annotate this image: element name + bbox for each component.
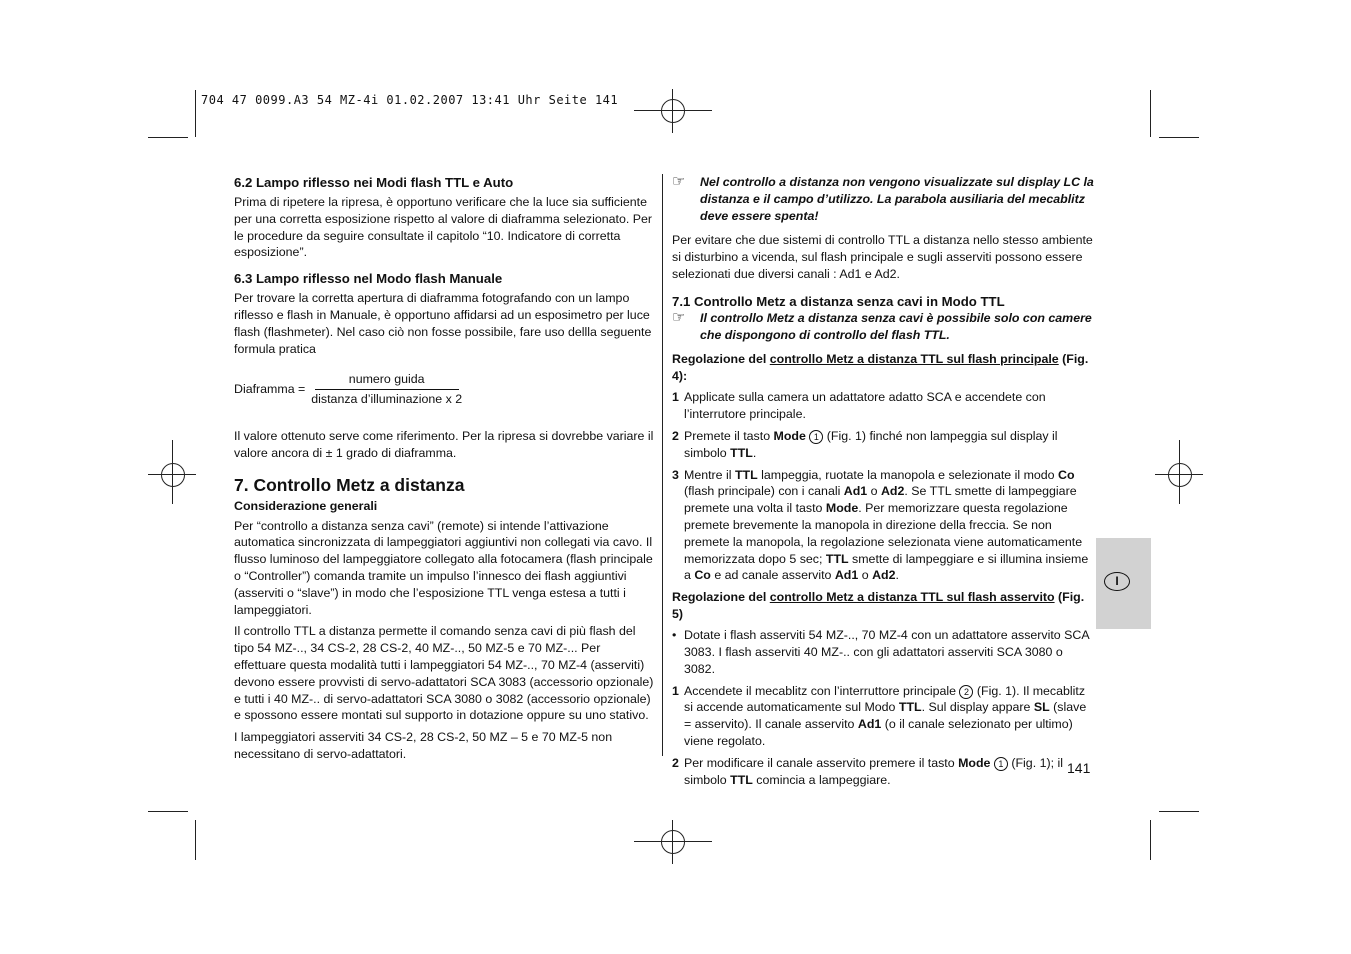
formula-label: Diaframma = [234,382,306,397]
chapter-7-paragraph-1: Per “controllo a distanza senza cavi” (remote) si intende l’attivazione automatica sincronizzata di lampeggiatori aggiuntivi non collegati via cavo. Il flusso luminoso del lampeggiatore collegato alla fotocamera (flash principale o “Controller”) comanda tramite un impulso l’innesco dei flash aggiuntivi (asserviti o “slave”) in modo che l’esposizione TTL venga estesa a tutti i lampeggiatori. [234,518,653,617]
registration-circle [161,463,185,487]
slave-bullet: • Dotate i flash asserviti 54 MZ-.., 70 MZ-4 con un adattatore asservito SCA 3083. I flash asserviti 40 MZ-.. con gli adattatori asserviti SCA 3080 o 3082. [672,628,1089,676]
slave-step-1: 1 Accendete il mecablitz con l’interruttore principale 2 (Fig. 1). Il mecablitz si accende automaticamente sul Modo TTL. Sul display appare SL (slave = asservito). Il canale asservito Ad1 (o il canale selezionato per ultimo) viene regolato. [672,683,1087,748]
slave-flash-setup-heading: Regolazione del controllo Metz a distanza TTL sul flash asservito (Fig. 5) [672,590,1085,622]
chapter-7-subtitle: Considerazione generali [234,498,378,513]
left-column [234,174,654,768]
chapter-7-title: 7. Controllo Metz a distanza [234,474,465,495]
pointing-hand-icon: ☞ [672,173,686,190]
formula-fraction [311,371,462,408]
crop-mark [1150,90,1151,137]
aperture-formula [234,371,654,408]
crop-mark [1159,811,1199,812]
section-6-2-title: 6.2 Lampo riflesso nei Modi flash TTL e Auto [234,175,514,190]
pointing-hand-icon: ☞ [672,308,686,326]
registration-circle [1168,463,1192,487]
note-display-text: Nel controllo a distanza non vengono visualizzate sul display LC la distanza e il campo d’utilizzo. La parabola ausiliaria del mecablitz deve essere spenta! [700,175,1094,223]
page-number: 141 [1067,760,1091,776]
crop-mark [195,90,196,137]
formula-numerator: numero guida [315,371,459,390]
channel-paragraph: Per evitare che due sistemi di controllo TTL a distanza nello stesso ambiente si disturbino a vicenda, sul flash principale e sugli asserviti possono essere selezionati due diversi canali : Ad1 e Ad2. [672,233,1093,281]
crop-mark [148,137,188,138]
slave-step-2: 2 Per modificare il canale asservito premere il tasto Mode 1 (Fig. 1); il simbolo TTL comincia a lampeggiare. [672,755,1063,787]
crop-mark [1150,820,1151,860]
crop-mark [148,811,188,812]
print-header-strip: 704 47 0099.A3 54 MZ-4i 01.02.2007 13:41 Uhr Seite 141 [201,93,619,107]
language-tab-letter: I [1104,572,1130,591]
formula-note: Il valore ottenuto serve come riferimento. Per la ripresa si dovrebbe variare il valore ancora di ± 1 grado di diaframma. [234,428,654,460]
crop-mark [1159,137,1199,138]
registration-circle [661,830,685,854]
registration-circle [661,99,685,123]
chapter-7-paragraph-2: Il controllo TTL a distanza permette il comando senza cavi di più flash del tipo 54 MZ-.., 34 CS-2, 28 CS-2, 40 MZ-.., 50 MZ-5 e 70 MZ-... Per effettuare questa modalità tutti i lampeggiatori 54 MZ-.., 70 MZ-4 (asserviti) devono essere provvisti di servo-adattatori SCA 3083 (accessorio opzionale) e tutti i 40 MZ-.. di servo-adattatori SCA 3080 o 3082 (accessorio opzionale) e spossono essere montati sul supporto in dotazione oppure su uno stativo. [234,624,654,723]
main-step-3: 3 Mentre il TTL lampeggia, ruotate la manopola e selezionate il modo Co (flash principale) con i canali Ad1 o Ad2. Se TTL smette di lampeggiare premete una volta il tasto Mode. Per memorizzare questa regolazione premete brevemente la manopola in direzione della freccia. Se non premete la manopola, la regolazione selezionata viene automaticamente memorizzata dopo 5 sec; TTL smette di lampeggiare e si illumina insieme a Co e ad canale asservito Ad1 o Ad2. [672,467,1089,583]
section-6-2-body: Prima di ripetere la ripresa, è opportuno verificare che la luce sia sufficiente per una corretta esposizione rispetto al valore di diaframma selezionato. Per le procedure da seguire consultate il capitolo “10. Indicatore di corretta esposizione”. [234,195,653,260]
main-flash-setup-heading: Regolazione del controllo Metz a distanza TTL sul flash principale (Fig. 4): [672,352,1089,384]
note-ttl-cameras [672,310,1096,344]
section-6-3-body: Per trovare la corretta apertura di diaframma fotografando con un lampo riflesso e flash in Manuale, è opportuno affidarsi ad un esposimetro per luce flash (flashmeter). Nel caso ciò non fosse possibile, fare uso dellla seguente formula pratica [234,291,652,356]
right-column [672,174,1096,793]
section-7-1-title: 7.1 Controllo Metz a distanza senza cavi in Modo TTL [672,293,1005,309]
note-ttl-cameras-text: Il controllo Metz a distanza senza cavi è possibile solo con camere che dispongono di controllo del flash TTL. [700,310,1092,342]
chapter-7-paragraph-3: I lampeggiatori asserviti 34 CS-2, 28 CS-2, 50 MZ – 5 e 70 MZ-5 non necessitano di servo-adattatori. [234,730,613,761]
section-6-3-title: 6.3 Lampo riflesso nel Modo flash Manuale [234,271,503,287]
main-step-2: 2 Premete il tasto Mode 1 (Fig. 1) finché non lampeggia sul display il simbolo TTL. [672,428,1058,460]
note-display [672,174,1096,224]
slave-flash-setup-underlined: controllo Metz a distanza TTL sul flash asservito [769,590,1055,605]
column-divider [662,174,663,756]
main-flash-setup-underlined: controllo Metz a distanza TTL sul flash principale [769,352,1059,367]
formula-denominator: distanza d’illuminazione x 2 [311,392,463,407]
crop-mark [195,820,196,860]
main-switch-number-icon: 2 [959,685,973,699]
mode-button-number-icon: 1 [809,430,823,444]
main-step-1: 1 Applicate sulla camera un adattatore adatto SCA e accendete con l’interrutore principale. [672,390,1046,422]
mode-button-number-icon: 1 [994,757,1008,771]
